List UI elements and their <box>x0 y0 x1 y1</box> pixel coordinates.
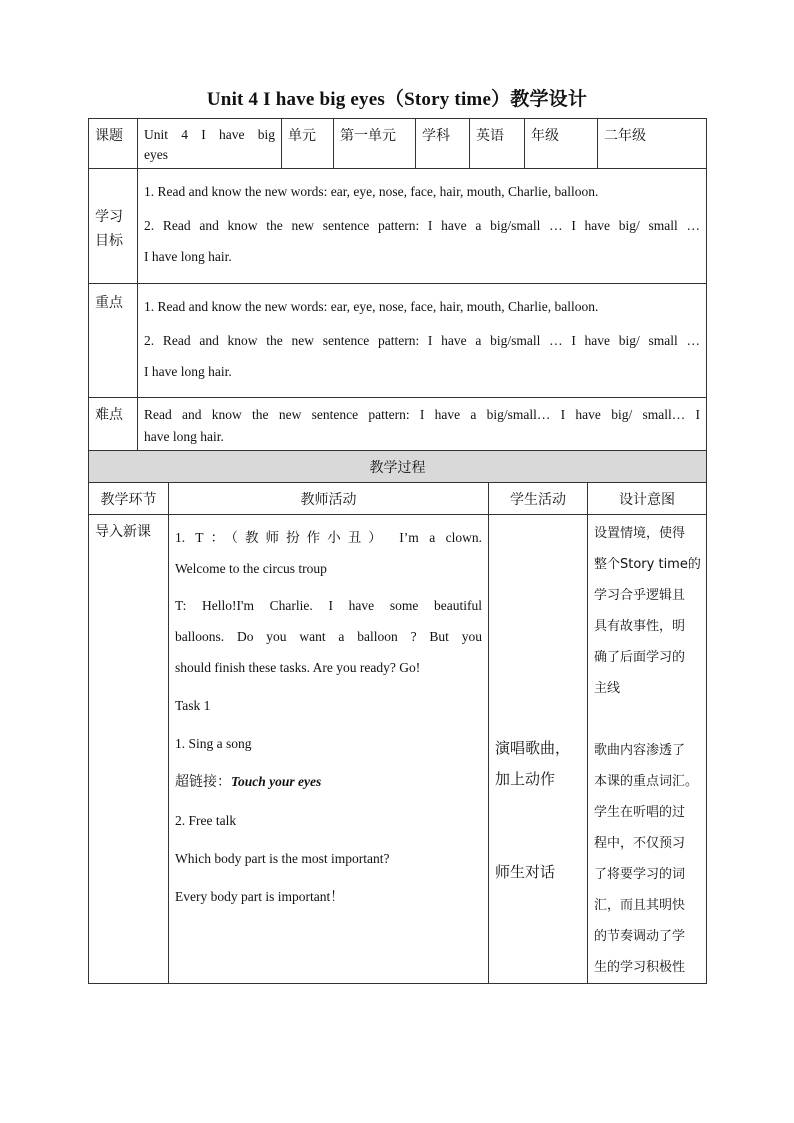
difficulties-label: 难点 <box>89 398 138 451</box>
difficulties-row <box>89 398 707 451</box>
stage-cell: 导入新课 <box>89 515 169 984</box>
free-talk-item: 2. Free talk <box>175 813 237 828</box>
intent-line: 了将要学习的词 <box>594 867 686 882</box>
grade-label: 年级 <box>525 119 598 169</box>
col-header-stage: 教学环节 <box>89 483 169 515</box>
intent-line: 歌曲内容渗透了 <box>594 743 686 758</box>
col-header-student: 学生活动 <box>489 483 588 515</box>
topic-value-line2: eyes <box>144 147 168 162</box>
key-points-label: 重点 <box>89 284 138 398</box>
teacher-answer: Every body part is important！ <box>175 889 344 904</box>
process-heading: 教学过程 <box>89 451 707 483</box>
student-activity-1-line2: 加上动作 <box>495 770 556 788</box>
page-title: Unit 4 I have big eyes（Story time）教学设计 <box>206 89 588 110</box>
intent-line: 确了后面学习的 <box>594 650 686 665</box>
teacher-question: Which body part is the most important? <box>175 851 390 866</box>
intent-line: 主线 <box>594 681 621 696</box>
intent-line: 汇，而且其明快 <box>594 898 686 913</box>
unit-value: 第一单元 <box>334 119 416 169</box>
goals-label <box>89 169 138 284</box>
goals-item-2: 2. Read and know the new sentence pattern: I have a big/small … I have big/ small … <box>144 218 700 233</box>
teacher-line-3: T: Hello!I'm Charlie. I have some beautiful <box>175 598 482 613</box>
intent-line: 学生在听唱的过 <box>594 805 686 820</box>
process-table <box>88 450 707 984</box>
col-header-teacher: 教师活动 <box>169 483 489 515</box>
process-header-row <box>89 483 707 515</box>
grade-value: 二年级 <box>598 119 707 169</box>
key-points-row <box>89 284 707 398</box>
intent-line: 具有故事性，明 <box>594 619 686 634</box>
difficulties-line-1: Read and know the new sentence pattern: I have a big/small… I have big/ small… I <box>144 407 700 422</box>
student-activity-2: 师生对话 <box>495 863 556 881</box>
teacher-line-1: 1. T：（教师扮作小丑） I’m a clown. <box>175 530 482 545</box>
student-activity-cell <box>489 515 588 984</box>
overview-table <box>88 118 707 451</box>
intent-line: 生的学习积极性 <box>594 960 686 975</box>
sing-song-item: 1. Sing a song <box>175 736 252 751</box>
col-header-intent: 设计意图 <box>588 483 707 515</box>
info-row <box>89 119 707 169</box>
goals-content <box>138 169 707 284</box>
subject-value: 英语 <box>470 119 525 169</box>
student-activity-1-line1: 演唱歌曲， <box>495 739 571 757</box>
teacher-activity-cell <box>169 515 489 984</box>
key-points-item-2-cont: I have long hair. <box>144 364 232 379</box>
design-intent-text <box>588 515 706 983</box>
topic-value <box>138 119 282 169</box>
intent-line: 的节奏调动了学 <box>594 929 686 944</box>
unit-label: 单元 <box>282 119 334 169</box>
goals-item-2-cont: I have long hair. <box>144 249 232 264</box>
task-1-label: Task 1 <box>175 698 211 713</box>
topic-value-line1: Unit 4 I have big <box>144 127 275 142</box>
goals-row <box>89 169 707 284</box>
difficulties-line-2: have long hair. <box>144 429 224 444</box>
process-intro-row <box>89 515 707 984</box>
process-heading-row <box>89 451 707 483</box>
hyperlink-line <box>175 766 482 798</box>
key-points-item-2: 2. Read and know the new sentence pattern: I have a big/small … I have big/ small … <box>144 333 700 348</box>
teacher-line-4: balloons. Do you want a balloon ? But you <box>175 629 482 644</box>
intent-line: 程中，不仅预习 <box>594 836 686 851</box>
intent-line: 学习合乎逻辑且 <box>594 588 686 603</box>
teacher-line-5: should finish these tasks. Are you ready? Go! <box>175 660 421 675</box>
intent-line: 本课的重点词汇。 <box>594 774 699 789</box>
intent-line: 整个Story time的 <box>594 557 701 572</box>
touch-your-eyes-link[interactable]: Touch your eyes <box>231 774 322 789</box>
design-intent-cell <box>588 515 707 984</box>
topic-label: 课题 <box>89 119 138 169</box>
hyperlink-prefix: 超链接： <box>175 774 231 790</box>
teacher-line-2: Welcome to the circus troup <box>175 561 327 576</box>
difficulties-content <box>138 398 707 451</box>
goals-item-1: 1. Read and know the new words: ear, eye, nose, face, hair, mouth, Charlie, balloon. <box>144 184 599 199</box>
intent-line: 设置情境，使得 <box>594 526 686 541</box>
goals-label-line2: 目标 <box>95 233 123 249</box>
subject-label: 学科 <box>416 119 470 169</box>
goals-label-line1: 学习 <box>95 209 123 225</box>
key-points-content <box>138 284 707 398</box>
key-points-item-1: 1. Read and know the new words: ear, eye, nose, face, hair, mouth, Charlie, balloon. <box>144 299 599 314</box>
